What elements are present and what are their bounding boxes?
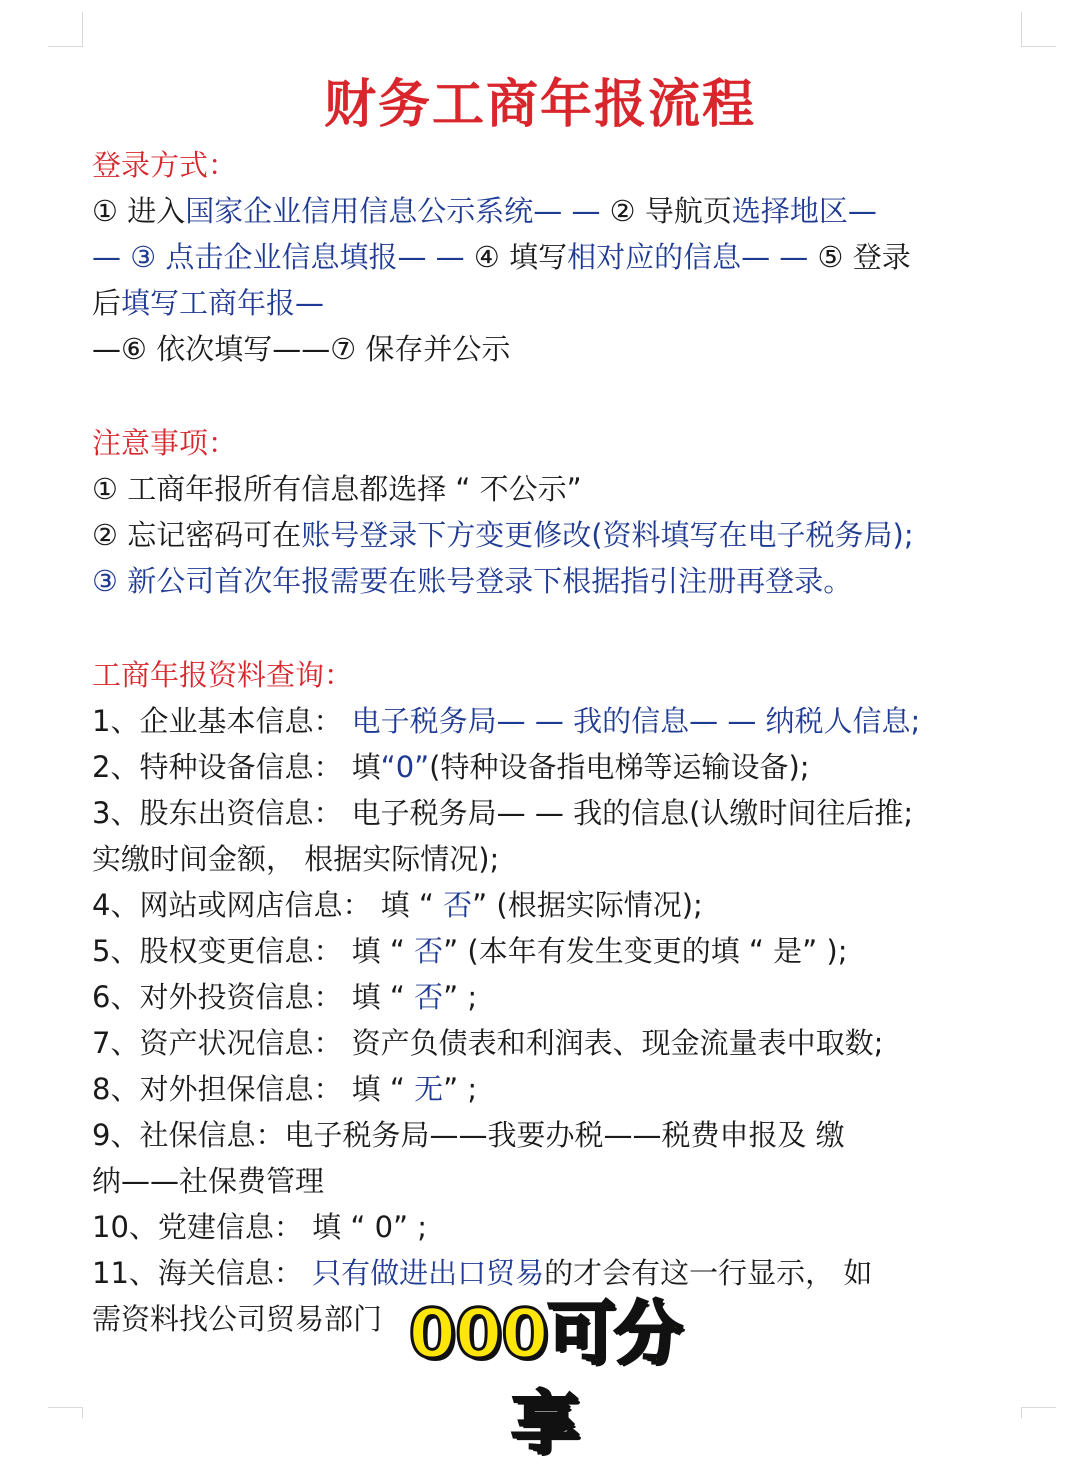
crop-mark-top-right [1021, 12, 1056, 47]
text: 1、企业基本信息： [92, 704, 343, 738]
text: “0” [380, 750, 430, 784]
text: ” (根据实际情况); [472, 888, 703, 922]
query-item-3: 3、股东出资信息： 电子税务局— — 我的信息(认缴时间往后推; [92, 796, 914, 830]
login-step-line-1 [92, 188, 1022, 234]
text: 填写工商年报— [121, 286, 325, 320]
query-item-1 [92, 698, 1022, 744]
text: ② 导航页 [600, 194, 732, 228]
text: 5、股权变更信息： 填 “ [92, 934, 415, 968]
text: 国家企业信用信息公示系统— — [185, 194, 601, 228]
text: 相对应的信息— — [567, 240, 809, 274]
text: 6、对外投资信息： 填 “ [92, 980, 415, 1014]
query-item-6 [92, 974, 1022, 1020]
text: 只有做进出口贸易 [302, 1256, 545, 1290]
crop-mark-bottom-left [48, 1407, 83, 1418]
text: 后 [92, 286, 122, 320]
page-title: 财务工商年报流程 [323, 75, 756, 135]
query-item-10: 10、党建信息： 填 “ 0” ; [92, 1210, 428, 1244]
share-overlay-caption: 000可分享 [408, 1295, 682, 1464]
note-item-3: ③ 新公司首次年报需要在账号登录下根据指引注册再登录。 [92, 564, 853, 598]
text: ⑤ 登录 [808, 240, 911, 274]
note-item-2 [92, 512, 1022, 558]
text: ① 进入 [92, 194, 186, 228]
text: 电子税务局— — 我的信息— — 纳税人信息; [342, 704, 921, 738]
text: 无 [414, 1072, 444, 1106]
crop-mark-top-left [48, 12, 83, 47]
text: ” (本年有发生变更的填 “ 是” ); [443, 934, 848, 968]
text: ” ; [443, 980, 478, 1014]
text: 4、网站或网店信息： 填 “ [92, 888, 444, 922]
text: 账号登录下方变更修改(资料填写在电子税务局); [301, 518, 914, 552]
login-step-line-4: —⑥ 依次填写——⑦ 保存并公示 [92, 332, 511, 366]
query-item-5 [92, 928, 1022, 974]
query-item-2 [92, 744, 1022, 790]
note-item-1: ① 工商年报所有信息都选择 “ 不公示” [92, 472, 582, 506]
query-item-9-cont: 纳——社保费管理 [92, 1164, 325, 1198]
text: — ③ 点击 [92, 240, 224, 274]
text: 选择地区— [731, 194, 877, 228]
text: ② 忘记密码可在 [92, 518, 302, 552]
text: ④ 填写 [464, 240, 568, 274]
login-step-line-2 [92, 234, 1022, 280]
login-heading: 登录方式： [92, 148, 238, 182]
query-item-3-cont: 实缴时间金额， 根据实际情况); [92, 842, 500, 876]
text: ” ; [443, 1072, 478, 1106]
text: 否 [414, 980, 444, 1014]
text: 11、海关信息： [92, 1256, 303, 1290]
text: 否 [414, 934, 444, 968]
login-step-line-3 [92, 280, 1022, 326]
query-heading: 工商年报资料查询： [92, 658, 354, 692]
query-item-7: 7、资产状况信息： 资产负债表和利润表、现金流量表中取数; [92, 1026, 884, 1060]
text: 2、特种设备信息： 填 [92, 750, 381, 784]
document-body [92, 142, 1022, 1342]
text: (特种设备指电梯等运输设备); [429, 750, 810, 784]
query-item-4 [92, 882, 1022, 928]
crop-mark-bottom-right [1021, 1407, 1056, 1418]
notes-heading: 注意事项： [92, 426, 238, 460]
text: 否 [443, 888, 473, 922]
query-item-8 [92, 1066, 1022, 1112]
text: 企业信息填报— — [223, 240, 465, 274]
query-item-11-cont: 需资料找公司贸易部门 [92, 1302, 383, 1336]
text: 的才会有这一行显示， 如 [544, 1256, 873, 1290]
query-item-9: 9、社保信息：电子税务局——我要办税——税费申报及 缴 [92, 1118, 845, 1152]
text: 8、对外担保信息： 填 “ [92, 1072, 415, 1106]
